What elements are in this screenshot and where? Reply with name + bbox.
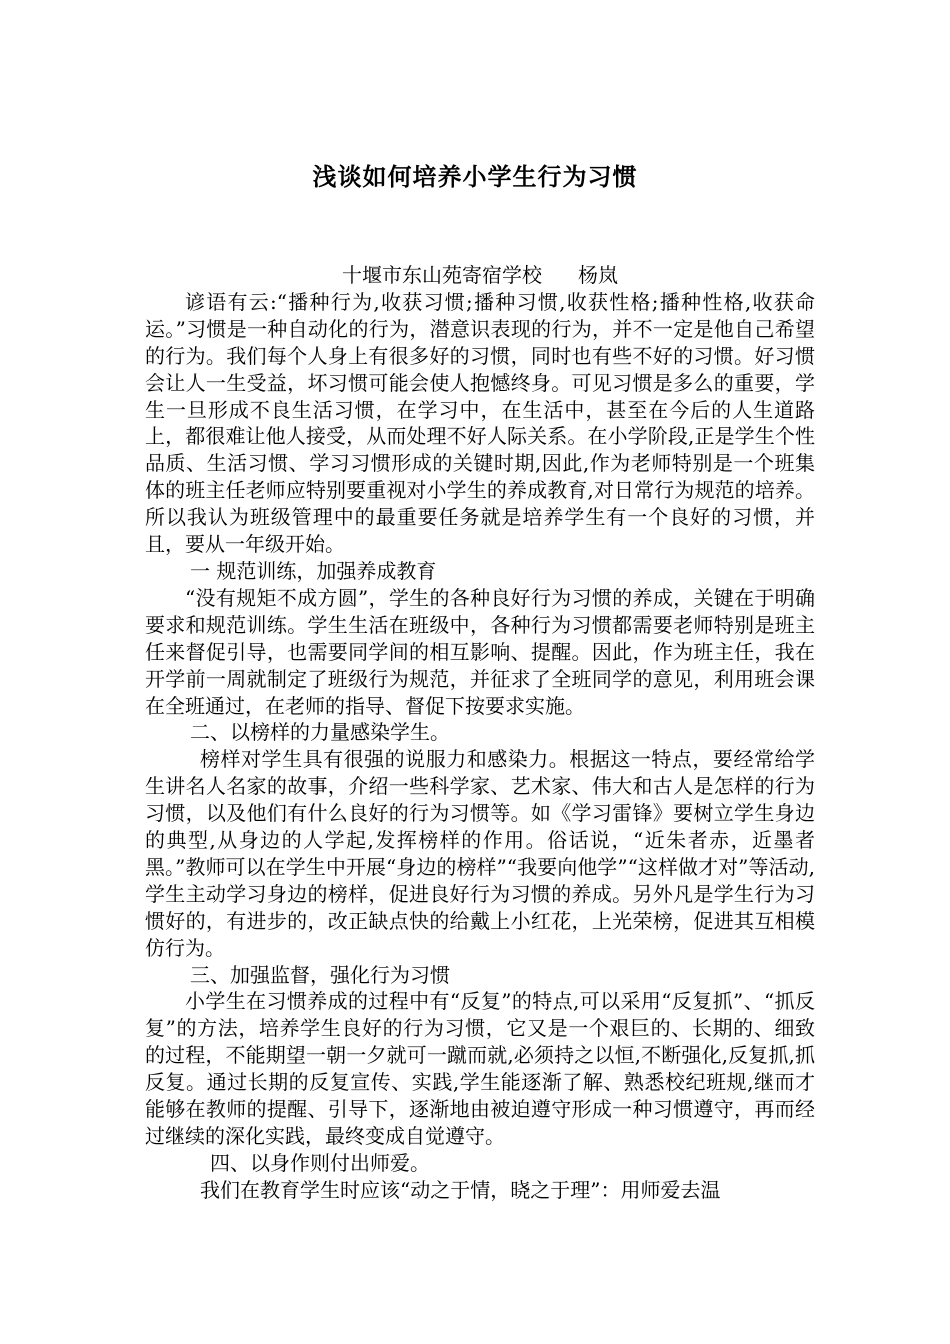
section-heading-3: 三、加强监督，强化行为习惯 [190,962,450,987]
section-heading-1: 一 规范训练，加强养成教育 [190,558,437,583]
section-heading-4: 四、以身作则付出师爱。 [210,1150,430,1175]
paragraph-section-4: 我们在教育学生时应该“动之于情，晓之于理”：用师爱去温 [200,1177,721,1202]
author-school: 十堰市东山苑寄宿学校 [342,263,542,287]
document-body [145,262,815,1204]
author-line [145,262,815,289]
paragraph-section-1: “没有规矩不成方圆”，学生的各种良好行为习惯的养成，关键在于明确要求和规范训练。学生生活在班级中，各种行为习惯都需要老师特别是班主任来督促引导，也需要同学间的相互影响、提醒。因此，作为班主任，我在开学前一周就制定了班级行为规范，并征求了全班同学的意见，利用班会课在全班通过，在老师的指导、督促下按要求实施。 [145,585,815,718]
paragraph-intro: 谚语有云:“播种行为,收获习惯;播种习惯,收获性格;播种性格,收获命运。”习惯是一种自动化的行为，潜意识表现的行为，并不一定是他自己希望的行为。我们每个人身上有很多好的习惯，同时也有些不好的习惯。好习惯会让人一生受益，坏习惯可能会使人抱憾终身。可见习惯是多么的重要，学生一旦形成不良生活习惯，在学习中，在生活中，甚至在今后的人生道路上，都很难让他人接受，从而处理不好人际关系。在小学阶段,正是学生个性品质、生活习惯、学习习惯形成的关键时期,因此,作为老师特别是一个班集体的班主任老师应特别要重视对小学生的养成教育,对日常行为规范的培养。所以我认为班级管理中的最重要任务就是培养学生有一个良好的习惯，并且，要从一年级开始。 [145,289,815,557]
document-title: 浅谈如何培养小学生行为习惯 [312,162,638,191]
paragraph-section-2: 榜样对学生具有很强的说服力和感染力。根据这一特点，要经常给学生讲名人名家的故事，介绍一些科学家、艺术家、伟大和古人是怎样的行为习惯，以及他们有什么良好的行为习惯等。如《学习雷锋》要树立学生身边的典型,从身边的人学起,发挥榜样的作用。俗话说，“近朱者赤，近墨者黑。”教师可以在学生中开展“身边的榜样”“我要向他学”“这样做才对”等活动,学生主动学习身边的榜样，促进良好行为习惯的养成。另外凡是学生行为习惯好的，有进步的，改正缺点快的给戴上小红花，上光荣榜，促进其互相模仿行为。 [145,747,815,960]
paragraph-section-3: 小学生在习惯养成的过程中有“反复”的特点,可以采用“反复抓”、“抓反复”的方法，培养学生良好的行为习惯，它又是一个艰巨的、长期的、细致的过程，不能期望一朝一夕就可一蹴而就,必须持之以恒,不断强化,反复抓,抓反复。通过长期的反复宣传、实践,学生能逐渐了解、熟悉校纪班规,继而才能够在教师的提醒、引导下，逐渐地由被迫遵守形成一种习惯遵守，再而经过继续的深化实践，最终变成自觉遵守。 [145,989,815,1148]
author-name: 杨岚 [578,263,618,287]
section-heading-2: 二、以榜样的力量感染学生。 [190,720,450,745]
